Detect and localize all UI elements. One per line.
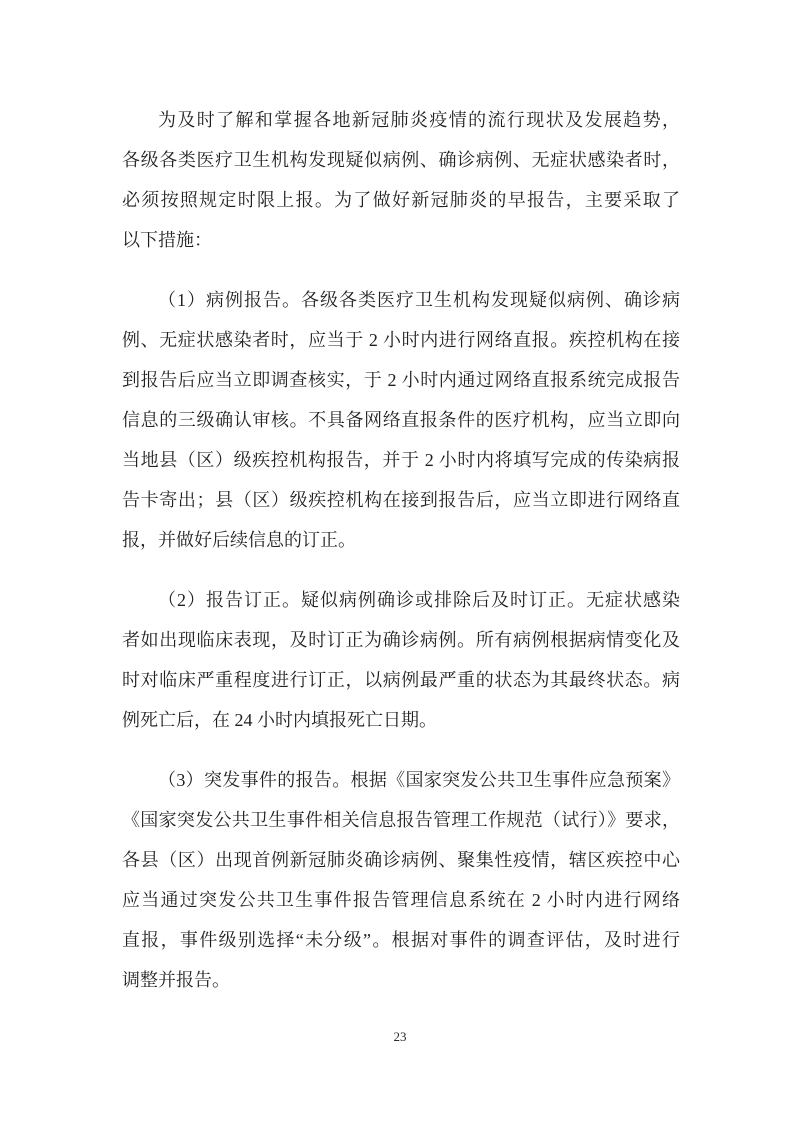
text-line: 应当通过突发公共卫生事件报告管理信息系统在 2 小时内进行网络 — [122, 890, 680, 910]
text-line: 调整并报告。 — [122, 970, 230, 990]
text-line: （3）突发事件的报告。根据《国家突发公共卫生事件应急预案》 — [158, 770, 680, 790]
text-line: 例、无症状感染者时，应当于 2 小时内进行网络直报。疾控机构在接 — [122, 330, 680, 350]
text-line: 信息的三级确认审核。不具备网络直报条件的医疗机构，应当立即向 — [122, 410, 680, 430]
text-line: 报，并做好后续信息的订正。 — [122, 530, 356, 550]
text-line: 告卡寄出；县（区）级疾控机构在接到报告后，应当立即进行网络直 — [122, 490, 680, 510]
text-line: 时对临床严重程度进行订正，以病例最严重的状态为其最终状态。病 — [122, 670, 680, 690]
text-line: 者如出现临床表现，及时订正为确诊病例。所有病例根据病情变化及 — [122, 630, 680, 650]
text-line: 《国家突发公共卫生事件相关信息报告管理工作规范（试行）》要求， — [122, 810, 680, 830]
document-body — [122, 100, 680, 1020]
text-line: 直报，事件级别选择“未分级”。根据对事件的调查评估，及时进行 — [122, 930, 680, 950]
text-line: 为及时了解和掌握各地新冠肺炎疫情的流行现状及发展趋势， — [158, 110, 680, 130]
text-line: （2）报告订正。疑似病例确诊或排除后及时订正。无症状感染 — [158, 590, 680, 610]
paragraph-measure-3-emergency-event-reporting — [122, 760, 680, 1000]
text-line: 各县（区）出现首例新冠肺炎确诊病例、聚集性疫情，辖区疾控中心 — [122, 850, 680, 870]
paragraph-measure-1-case-reporting — [122, 280, 680, 560]
text-line: 各级各类医疗卫生机构发现疑似病例、确诊病例、无症状感染者时， — [122, 150, 680, 170]
page-number: 23 — [393, 1029, 407, 1044]
text-line: 到报告后应当立即调查核实，于 2 小时内通过网络直报系统完成报告 — [122, 370, 680, 390]
text-line: 以下措施： — [122, 230, 212, 250]
text-line: 必须按照规定时限上报。为了做好新冠肺炎的早报告，主要采取了 — [122, 190, 680, 210]
text-line: （1）病例报告。各级各类医疗卫生机构发现疑似病例、确诊病 — [158, 290, 680, 310]
text-line: 例死亡后，在 24 小时内填报死亡日期。 — [122, 710, 437, 730]
paragraph-intro — [122, 100, 680, 260]
text-line: 当地县（区）级疾控机构报告，并于 2 小时内将填写完成的传染病报 — [122, 450, 680, 470]
paragraph-measure-2-report-correction — [122, 580, 680, 740]
